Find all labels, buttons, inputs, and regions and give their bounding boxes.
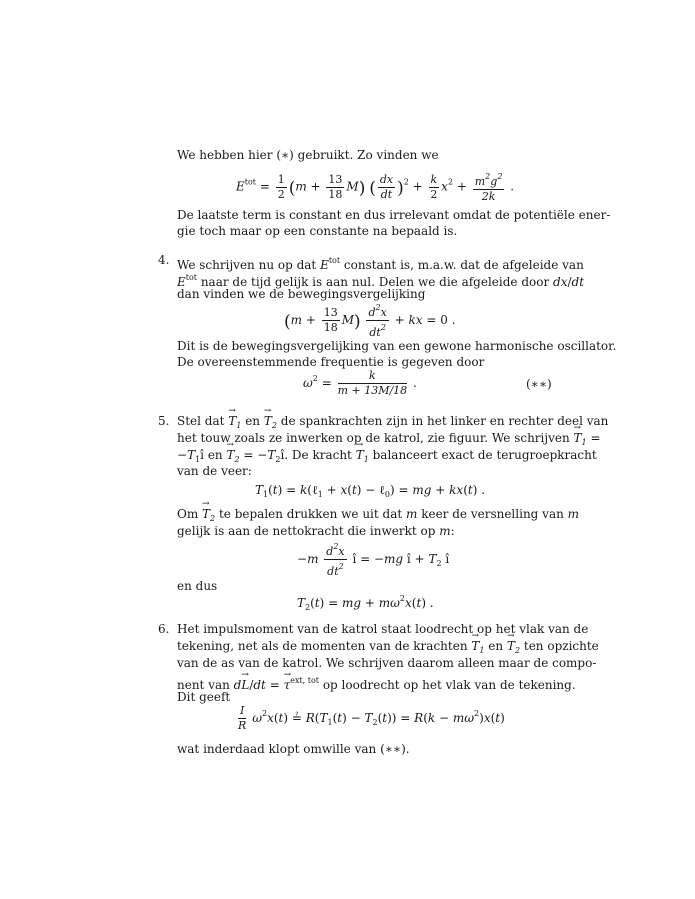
item-5-line-3: $-T_1î$ en → $T_2$ = $-T_2î$. De kracht → $T_1$ balanceert exact de terugroepkracht — [177, 446, 597, 469]
item-4-line-3: dan vinden we de bewegingsvergelijking — [177, 287, 426, 301]
motion-equation: (m + $\frac{13}{18}$ M) $\frac{d^2x}{dt^2}$ + kx = 0 . — [284, 303, 456, 339]
item-5-line-1: Stel dat → $T_1$ en → $T_2$ de spankrachten zijn in het linker en rechter deel van — [177, 412, 608, 435]
item-5-number: 5. — [158, 414, 170, 428]
item-4-line-5: De overeenstemmende frequentie is gegeven door — [177, 355, 485, 369]
item-4-line-1: We schrijven nu op dat $E^{tot}$ constant is, m.a.w. dat de afgeleide van — [177, 256, 584, 272]
item-5-line-2: het touw zoals ze inwerken op de katrol, zie figuur. We schrijven → $T_1$ = — [177, 429, 601, 452]
item-5-line-7: en dus — [177, 579, 218, 593]
item-4-line-4: Dit is de bewegingsvergelijking van een gewone harmonische oscillator. — [177, 339, 617, 353]
equation-tag: (∗∗) — [526, 377, 552, 391]
item-6-line-1: Het impulsmoment van de katrol staat loodrecht op het vlak van de — [177, 622, 589, 636]
item-5-line-6: gelijk is aan de nettokracht die inwerkt op m: — [177, 524, 455, 538]
t1-equation: $T_1(t)$ = k(ℓ$_1$ + x(t) − ℓ$_0$) = mg + kx(t) . — [255, 483, 486, 499]
item-6-number: 6. — [158, 622, 170, 636]
frequency-equation: $\omega^2$ = $\frac{k}{m + 13M/18}$ . — [303, 369, 417, 397]
angular-momentum-equation: $\frac{I}{R}$ $\omega^2x(t)$ ≟ $R(T_1(t) - T_2(t)) = R(k - m\omega^2)x(t)$ — [238, 704, 505, 732]
item-6-line-2: tekening, net als de momenten van de krachten → $T_1$ en → $T_2$ ten opzichte — [177, 637, 599, 660]
newton-equation: −m $\frac{d^2x}{dt^2}$ î = −mg î + $T_2$ î — [297, 542, 450, 578]
intro-line-3: gie toch maar op een constante na bepaald is. — [177, 224, 458, 238]
item-5-line-5: $Om \to T_2$ te bepalen drukken we uit dat m keer de versnelling van m — [177, 505, 579, 528]
t2-equation: $T_2(t)$ = mg + $m\omega^2x(t)$ . — [297, 594, 434, 612]
intro-line-1: We hebben hier (∗) gebruikt. Zo vinden we — [177, 148, 439, 162]
item-5-line-4: van de veer: — [177, 464, 252, 478]
item-6-line-5: Dit geeft — [177, 690, 231, 704]
item-6-line-4: nent van d→ L/dt = → $\tau^{ext, tot}$ op loodrecht op het vlak van de tekening. — [177, 671, 576, 695]
item-6-line-3: van de as van de katrol. We schrijven daarom alleen maar de compo- — [177, 656, 597, 670]
item-4-line-2: $E^{tot}$ naar de tijd gelijk is aan nul. Delen we die afgeleide door dx/dt — [177, 273, 585, 289]
intro-line-2: De laatste term is constant en dus irrelevant omdat de potentiële ener- — [177, 208, 611, 222]
item-6-line-6: wat inderdaad klopt omwille van (∗∗). — [177, 742, 410, 756]
energy-equation: $E^{tot}$ = $\frac{1}{2}$ (m + $\frac{13}{18}$ M) ( $\frac{dx}{dt}$ )$^2$ + $\frac{k}{2}$ $x^2$ + $\frac{m^2g^2}{2k}$ . — [236, 172, 515, 203]
item-4-number: 4. — [158, 253, 170, 267]
